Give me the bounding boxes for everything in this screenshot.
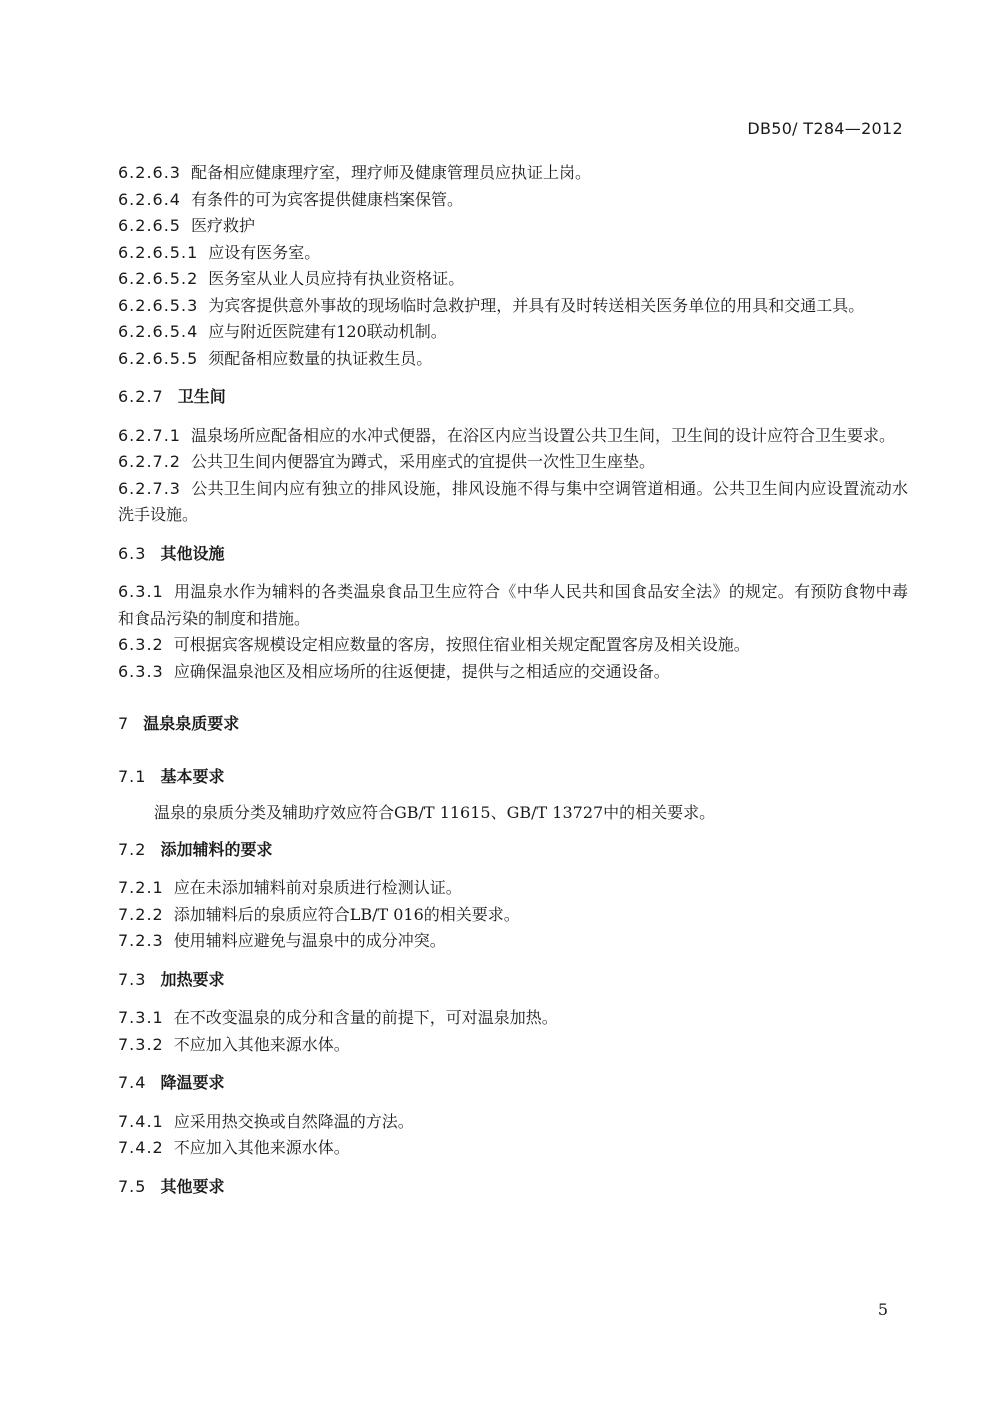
clause-6-3-1 <box>118 579 908 632</box>
clause-number: 7.3.1 <box>118 1008 164 1027</box>
clause-number: 7.4.2 <box>118 1138 164 1157</box>
clause-number: 6.2.6.4 <box>118 189 181 209</box>
section-heading-7-1 <box>118 764 908 791</box>
clause-6-3-3 <box>118 659 908 686</box>
clause-number: 6.3.1 <box>118 582 164 601</box>
clause-6-3-2 <box>118 632 908 659</box>
clause-6-2-6-5-4 <box>118 319 908 346</box>
clause-7-4-2 <box>118 1135 908 1162</box>
section-title: 降温要求 <box>160 1073 225 1092</box>
section-heading-7-4 <box>118 1070 908 1097</box>
clause-number: 7.2.2 <box>118 904 164 924</box>
clause-text: 温泉场所应配备相应的水冲式便器，在浴区内应当设置公共卫生间，卫生间的设计应符合卫生要求。 <box>190 425 895 445</box>
clause-6-2-7-1 <box>118 423 908 450</box>
section-title: 其他设施 <box>160 543 225 563</box>
clause-6-2-6-5-1 <box>118 240 908 267</box>
section-heading-6-3 <box>118 541 908 568</box>
clause-6-2-6-5-2 <box>118 266 908 293</box>
clause-text: 用温泉水作为辅料的各类温泉食品卫生应符合《中华人民共和国食品安全法》的规定。有预防食物中毒和食品污染的制度和措施。 <box>118 582 908 628</box>
section-heading-7-5 <box>118 1174 908 1201</box>
clause-text: 医务室从业人员应持有执业资格证。 <box>208 269 465 288</box>
clause-number: 6.2.6.3 <box>118 163 181 182</box>
clause-text: 应确保温泉池区及相应场所的往返便捷，提供与之相适应的交通设备。 <box>173 661 670 681</box>
clause-7-4-1 <box>118 1109 908 1136</box>
clause-7-2-2 <box>118 902 908 929</box>
clause-number: 6.3.2 <box>118 635 164 654</box>
chapter-number: 7 <box>118 714 130 733</box>
clause-text: 在不改变温泉的成分和含量的前提下，可对温泉加热。 <box>173 1008 558 1027</box>
section-title: 添加辅料的要求 <box>160 839 273 859</box>
clause-6-2-6-3 <box>118 160 908 187</box>
clause-number: 6.2.6.5 <box>118 216 181 235</box>
section-number: 7.5 <box>118 1176 147 1196</box>
clause-6-2-6-5-3 <box>118 293 908 320</box>
clause-number: 6.2.6.5.5 <box>118 348 199 368</box>
chapter-title: 温泉泉质要求 <box>143 714 240 733</box>
clause-text: 有条件的可为宾客提供健康档案保管。 <box>190 189 463 209</box>
section-number: 6.2.7 <box>118 387 164 406</box>
clause-number: 6.2.6.5.2 <box>118 269 199 288</box>
clause-number: 7.3.2 <box>118 1034 164 1054</box>
clause-number: 6.2.7.2 <box>118 452 181 471</box>
document-code: DB50/ T284—2012 <box>747 119 903 138</box>
section-title: 其他要求 <box>160 1176 225 1196</box>
clause-number: 7.2.3 <box>118 931 164 950</box>
section-number: 7.2 <box>118 839 147 859</box>
clause-number: 7.4.1 <box>118 1111 164 1131</box>
clause-text: 须配备相应数量的执证救生员。 <box>208 348 433 368</box>
section-number: 7.1 <box>118 766 147 786</box>
section-title: 加热要求 <box>160 969 225 989</box>
section-heading-6-2-7 <box>118 384 908 411</box>
clause-text: 应与附近医院建有120联动机制。 <box>208 322 447 341</box>
section-title: 基本要求 <box>160 766 225 786</box>
section-title: 卫生间 <box>177 387 226 406</box>
clause-6-2-7-2 <box>118 449 908 476</box>
clause-7-2-1 <box>118 875 908 902</box>
clause-text: 不应加入其他来源水体。 <box>173 1138 350 1157</box>
clause-text: 不应加入其他来源水体。 <box>173 1034 350 1054</box>
document-body <box>118 160 908 1200</box>
clause-6-2-6-5-5 <box>118 346 908 373</box>
clause-text: 公共卫生间内便器宜为蹲式，采用座式的宜提供一次性卫生座垫。 <box>190 452 655 471</box>
clause-text: 应在未添加辅料前对泉质进行检测认证。 <box>173 878 462 897</box>
clause-text: 使用辅料应避免与温泉中的成分冲突。 <box>173 931 446 950</box>
clause-6-2-6-4 <box>118 187 908 214</box>
clause-6-2-6-5 <box>118 213 908 240</box>
clause-number: 6.2.7.3 <box>118 478 181 498</box>
clause-number: 6.2.7.1 <box>118 425 181 445</box>
chapter-heading-7 <box>118 711 908 738</box>
paragraph-7-1: 温泉的泉质分类及辅助疗效应符合GB/T 11615、GB/T 13727中的相关要求。 <box>154 803 716 822</box>
clause-7-2-3 <box>118 928 908 955</box>
clause-number: 6.2.6.5.1 <box>118 242 199 262</box>
clause-number: 7.2.1 <box>118 878 164 897</box>
section-number: 7.3 <box>118 969 147 989</box>
clause-text: 可根据宾客规模设定相应数量的客房，按照住宿业相关规定配置客房及相关设施。 <box>173 635 750 654</box>
clause-text: 公共卫生间内应有独立的排风设施，排风设施不得与集中空调管道相通。公共卫生间内应设置流动水洗手设施。 <box>118 478 908 524</box>
section-number: 7.4 <box>118 1073 147 1092</box>
clause-number: 6.2.6.5.4 <box>118 322 199 341</box>
clause-number: 6.3.3 <box>118 661 164 681</box>
clause-7-3-1 <box>118 1005 908 1032</box>
clause-number: 6.2.6.5.3 <box>118 295 199 315</box>
section-heading-7-2 <box>118 837 908 864</box>
clause-text: 应采用热交换或自然降温的方法。 <box>173 1111 414 1131</box>
clause-text: 应设有医务室。 <box>208 242 321 262</box>
section-number: 6.3 <box>118 543 147 563</box>
clause-text: 添加辅料后的泉质应符合LB/T 016的相关要求。 <box>173 904 520 924</box>
clause-text: 配备相应健康理疗室，理疗师及健康管理员应执证上岗。 <box>190 163 591 182</box>
clause-text: 医疗救护 <box>190 216 255 235</box>
clause-text: 为宾客提供意外事故的现场临时急救护理，并具有及时转送相关医务单位的用具和交通工具。 <box>208 295 865 315</box>
clause-6-2-7-3 <box>118 476 908 529</box>
section-heading-7-3 <box>118 967 908 994</box>
page-number: 5 <box>877 1300 888 1319</box>
clause-7-3-2 <box>118 1032 908 1059</box>
